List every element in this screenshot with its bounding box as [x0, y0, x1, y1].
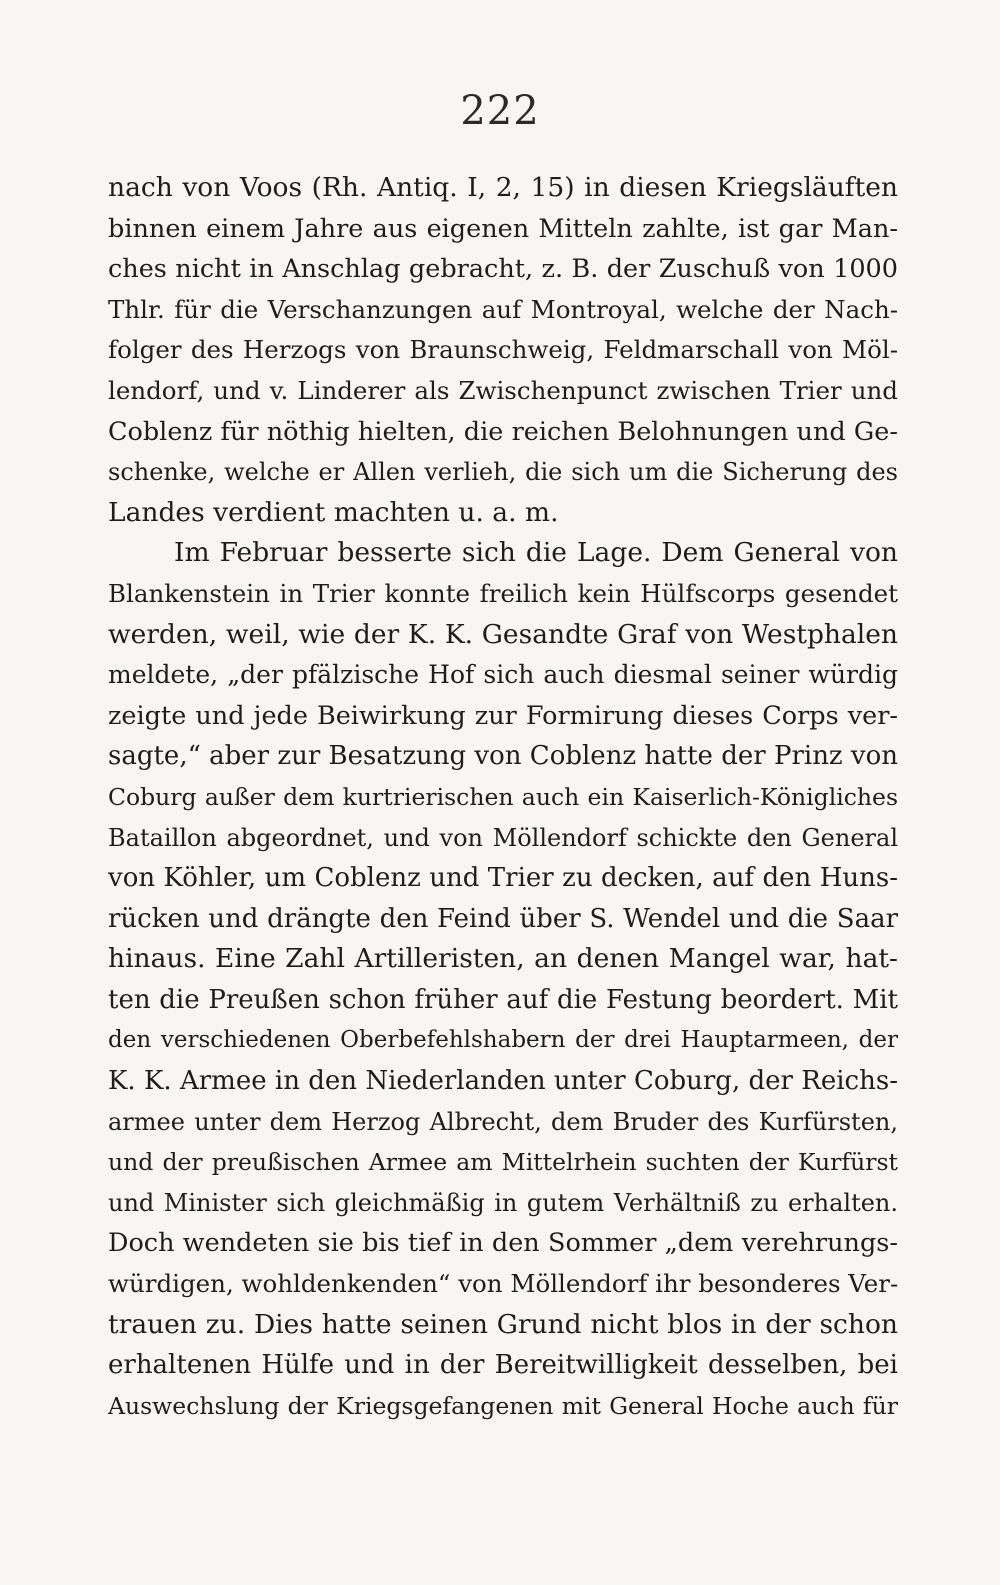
text-line: Thlr. für die Verschanzungen auf Montroyal, welche der Nach-	[108, 294, 898, 324]
text-line: von Köhler, um Coblenz und Trier zu decken, auf den Huns-	[108, 863, 898, 894]
text-line: armee unter dem Herzog Albrecht, dem Bruder des Kurfürsten,	[108, 1107, 898, 1136]
text-line: und der preußischen Armee am Mittelrhein suchten der Kurfürst	[108, 1148, 898, 1177]
text-line: rücken und drängte den Feind über S. Wendel und die Saar	[108, 903, 898, 934]
text-line: hinaus. Eine Zahl Artilleristen, an denen Mangel war, hat-	[108, 943, 898, 975]
text-line: würdigen, wohldenkenden“ von Möllendorf ihr besonderes Ver-	[108, 1269, 898, 1299]
paragraph-end-line: Landes verdient machten u. a. m.	[108, 496, 559, 528]
text-line: folger des Herzogs von Braunschweig, Feldmarschall von Möl-	[108, 335, 898, 365]
paragraph-start-line: Im Februar besserte sich die Lage. Dem General von	[174, 537, 898, 569]
text-line: K. K. Armee in den Niederlanden unter Coburg, der Reichs-	[108, 1066, 898, 1097]
text-line: nach von Voos (Rh. Antiq. I, 2, 15) in diesen Kriegsläuften	[108, 172, 898, 203]
text-line: trauen zu. Dies hatte seinen Grund nicht blos in der schon	[108, 1308, 898, 1340]
text-line: zeigte und jede Beiwirkung zur Formirung dieses Corps ver-	[108, 700, 898, 731]
text-line: Doch wendeten sie bis tief in den Sommer „dem verehrungs-	[108, 1228, 898, 1259]
text-line: erhaltenen Hülfe und in der Bereitwilligkeit desselben, bei	[108, 1350, 898, 1381]
text-line: binnen einem Jahre aus eigenen Mitteln zahlte, ist gar Man-	[108, 213, 898, 244]
text-line: werden, weil, wie der K. K. Gesandte Graf von Westphalen	[108, 618, 898, 650]
text-line: Bataillon abgeordnet, und von Möllendorf schickte den General	[108, 823, 898, 852]
text-line: Blankenstein in Trier konnte freilich kein Hülfscorps gesendet	[108, 578, 898, 608]
text-line: lendorf, und v. Linderer als Zwischenpunct zwischen Trier und	[108, 375, 898, 405]
text-line: Coburg außer dem kurtrierischen auch ein Kaiserlich-Königliches	[108, 782, 898, 811]
text-line: schenke, welche er Allen verlieh, die sich um die Sicherung des	[108, 458, 898, 487]
text-line: ches nicht in Anschlag gebracht, z. B. der Zuschuß von 1000	[108, 254, 898, 285]
text-line: meldete, „der pfälzische Hof sich auch diesmal seiner würdig	[108, 660, 898, 690]
text-line: sagte,“ aber zur Besatzung von Coblenz hatte der Prinz von	[108, 741, 898, 772]
text-line: ten die Preußen schon früher auf die Festung beordert. Mit	[108, 984, 898, 1015]
text-line: und Minister sich gleichmäßig in gutem Verhältniß zu erhalten.	[108, 1188, 898, 1217]
text-line: den verschiedenen Oberbefehlshabern der drei Hauptarmeen, der	[108, 1027, 898, 1054]
body-text	[108, 168, 898, 1426]
text-line: Auswechslung der Kriegsgefangenen mit General Hoche auch für	[108, 1391, 898, 1420]
page-number: 222	[460, 88, 540, 134]
text-line: Coblenz für nöthig hielten, die reichen Belohnungen und Ge-	[108, 416, 898, 447]
